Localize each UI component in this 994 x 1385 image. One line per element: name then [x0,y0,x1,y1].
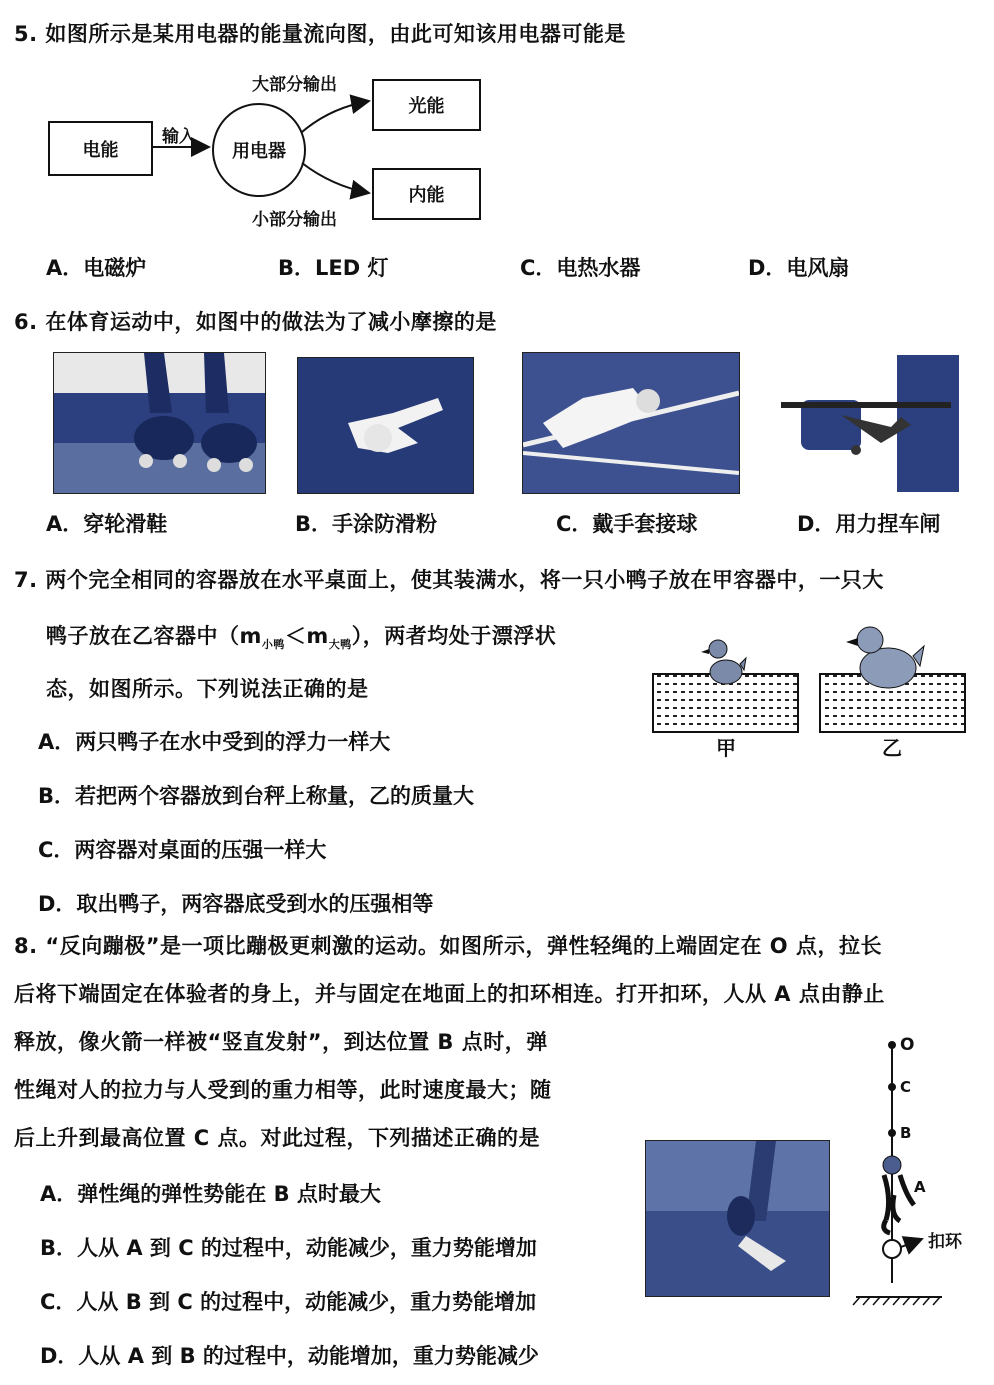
diagram-arrows [0,0,994,260]
bungee-rope-drawing [850,1035,970,1315]
bike-brake-icon [781,355,959,492]
minor-output-label: 小部分输出 [252,210,337,230]
q7-stem-line2-pre: 鸭子放在乙容器中（m [46,624,262,648]
m-big-duck-subscript: 大鸭 [328,638,352,652]
ring-label: 扣环 [928,1232,962,1252]
light-energy-box: 光能 [372,79,481,131]
q5-option-b: B．LED 灯 [278,256,389,280]
roller-skates-icon [54,353,265,493]
q8-stem-line1: 8. “反向蹦极”是一项比蹦极更刺激的运动。如图所示，弹性轻绳的上端固定在 O 点，拉长 [14,934,882,958]
q7-stem-line2-post: ），两者均处于漂浮状 [351,624,557,648]
q7-stem-line3: 态，如图所示。下列说法正确的是 [46,677,369,701]
less-than-sign: ＜m [284,624,329,648]
q7-stem-line2 [46,620,556,652]
q5-stem: 5. 如图所示是某用电器的能量流向图，由此可知该用电器可能是 [14,22,626,46]
person-icon [883,1156,914,1233]
q8-stem-line4: 性绳对人的拉力与人受到的重力相等，此时速度最大；随 [14,1078,552,1102]
chalk-hand-photo [297,357,474,494]
bike-brake-photo [781,355,959,492]
q6-option-c: C．戴手套接球 [556,512,698,536]
q6-stem: 6. 在体育运动中，如图中的做法为了减小摩擦的是 [14,310,497,334]
reverse-bungee-photo [645,1140,830,1297]
q7-option-a: A．两只鸭子在水中受到的浮力一样大 [38,730,391,754]
label-jia: 甲 [716,736,736,760]
point-b-label: B [900,1124,912,1142]
chalk-hand-icon [298,358,473,493]
point-o-label: O [900,1035,915,1055]
m-small-duck-subscript: 小鸭 [261,638,285,652]
duck-containers-drawing [648,624,978,754]
q7-option-c: C．两容器对桌面的压强一样大 [38,838,327,862]
point-a-label: A [914,1178,926,1196]
q6-option-a: A．穿轮滑鞋 [46,512,168,536]
thermal-energy-box: 内能 [372,168,481,220]
goalkeeper-glove-icon [523,353,739,493]
device-circle: 用电器 [212,103,306,197]
reverse-bungee-photo-icon [646,1141,829,1296]
q6-option-b: B．手涂防滑粉 [295,512,438,536]
q8-stem-line3: 释放，像火箭一样被“竖直发射”，到达位置 B 点时，弹 [14,1030,548,1054]
q7-option-d: D．取出鸭子，两容器底受到水的压强相等 [38,892,434,916]
q6-option-d: D．用力捏车闸 [797,512,941,536]
q5-option-a: A．电磁炉 [46,256,147,280]
q5-option-c: C．电热水器 [520,256,641,280]
q7-option-b: B．若把两个容器放到台秤上称量，乙的质量大 [38,784,475,808]
point-c-label: C [900,1078,912,1096]
major-output-label: 大部分输出 [252,75,337,95]
input-label: 输入 [162,127,196,147]
q8-option-a: A．弹性绳的弹性势能在 B 点时最大 [40,1182,381,1206]
q7-stem-line1: 7. 两个完全相同的容器放在水平桌面上，使其装满水，将一只小鸭子放在甲容器中，一只大 [14,568,884,592]
label-yi: 乙 [882,736,902,760]
goalkeeper-photo [522,352,740,494]
q8-stem-line2: 后将下端固定在体验者的身上，并与固定在地面上的扣环相连。打开扣环，人从 A 点由静止 [14,982,885,1006]
q8-option-c: C．人从 B 到 C 的过程中，动能减少，重力势能增加 [40,1290,537,1314]
q8-option-b: B．人从 A 到 C 的过程中，动能减少，重力势能增加 [40,1236,537,1260]
q5-option-d: D．电风扇 [748,256,850,280]
q8-option-d: D．人从 A 到 B 的过程中，动能增加，重力势能减少 [40,1344,539,1368]
electric-energy-box: 电能 [48,121,153,176]
q8-stem-line5: 后上升到最高位置 C 点。对此过程，下列描述正确的是 [14,1126,541,1150]
roller-skates-photo [53,352,266,494]
